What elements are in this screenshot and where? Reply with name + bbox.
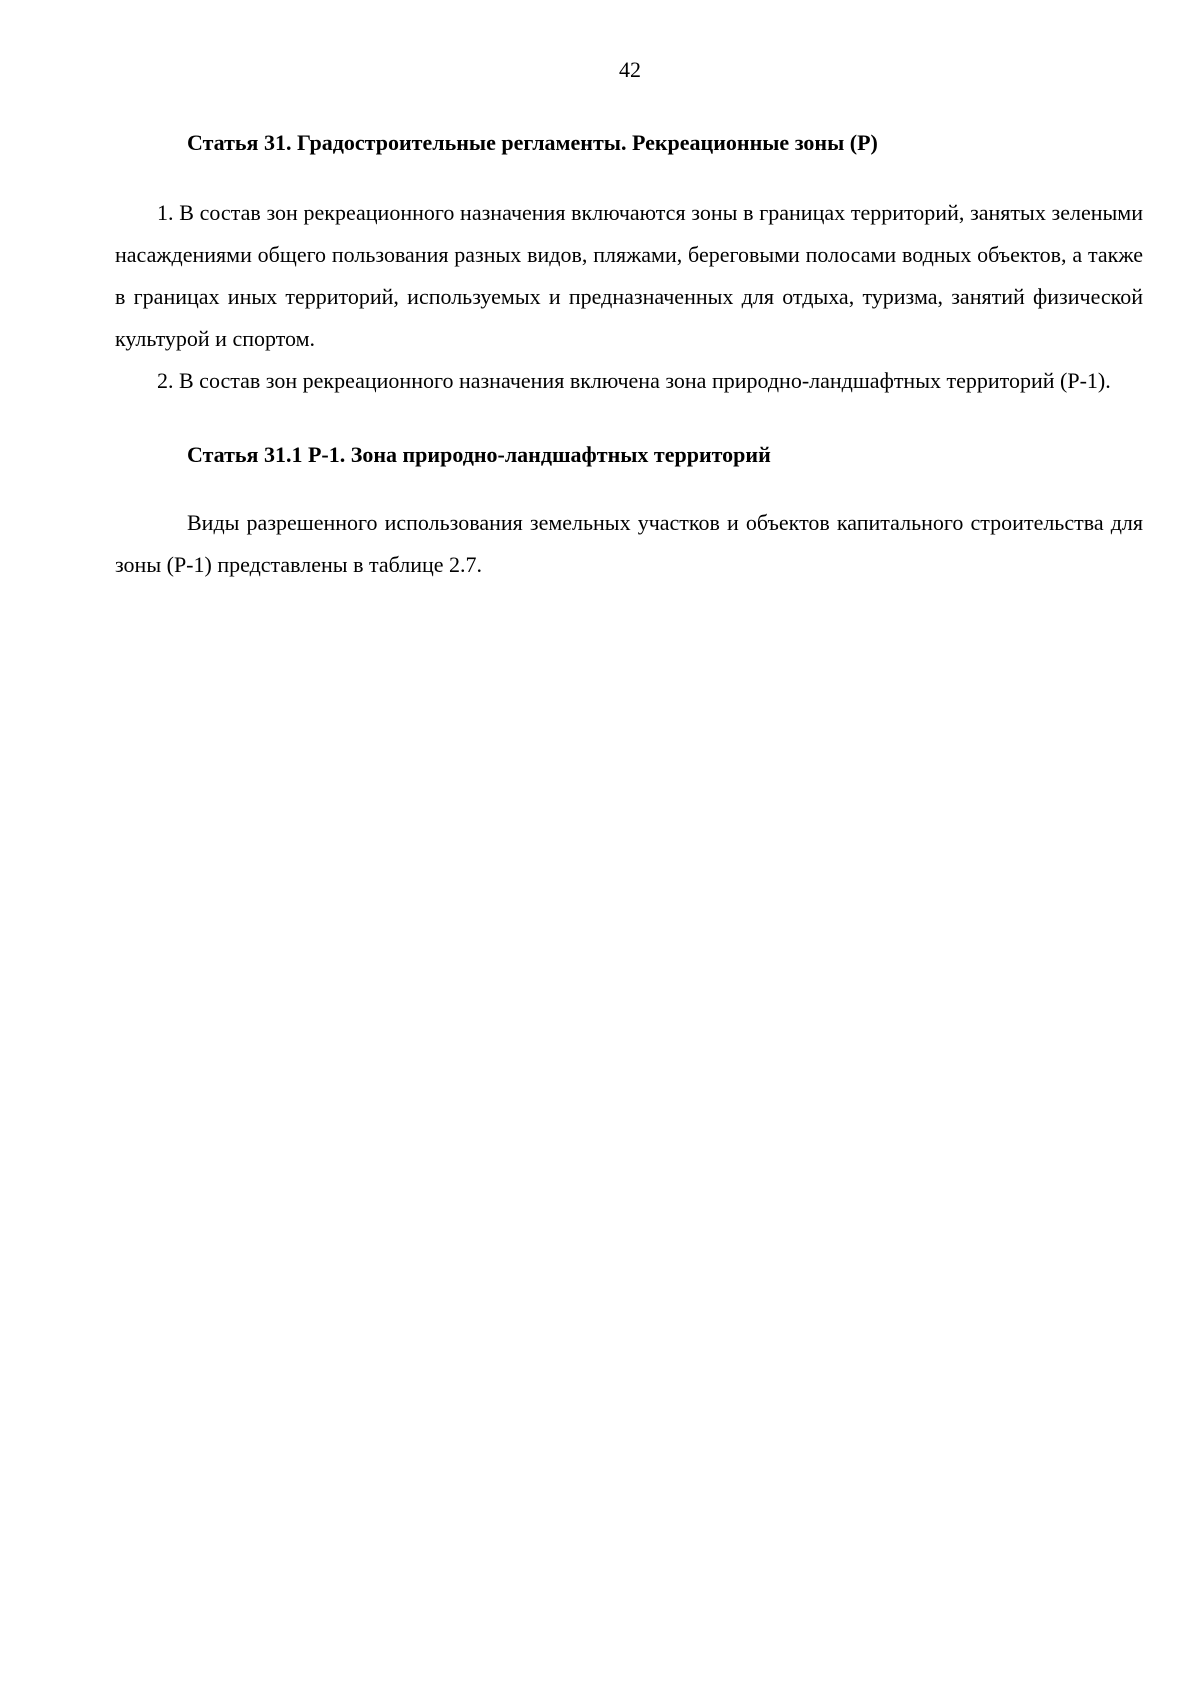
page-number: 42 (619, 57, 641, 82)
article-31-1-paragraph: Виды разрешенного использования земельных участков и объектов капитального строительства для зоны (Р-1) представлены в таблице 2.7. (115, 510, 1143, 577)
article-31-heading: Статья 31. Градостроительные регламенты. Рекреационные зоны (Р) (187, 130, 878, 155)
page-content (115, 128, 1143, 586)
article-31-paragraph-2: 2. В состав зон рекреационного назначения включена зона природно-ландшафтных территорий (Р-1). (157, 368, 1111, 393)
article-31-paragraph-1: 1. В состав зон рекреационного назначения включаются зоны в границах территорий, занятых зелеными насаждениями общего пользования разных видов, пляжами, береговыми полосами водных объектов, а также в границах иных территорий, используемых и предназначенных для отдыха, туризма, занятий физической культурой и спортом. (115, 200, 1143, 351)
article-31-1-heading: Статья 31.1 Р-1. Зона природно-ландшафтных территорий (187, 442, 771, 467)
